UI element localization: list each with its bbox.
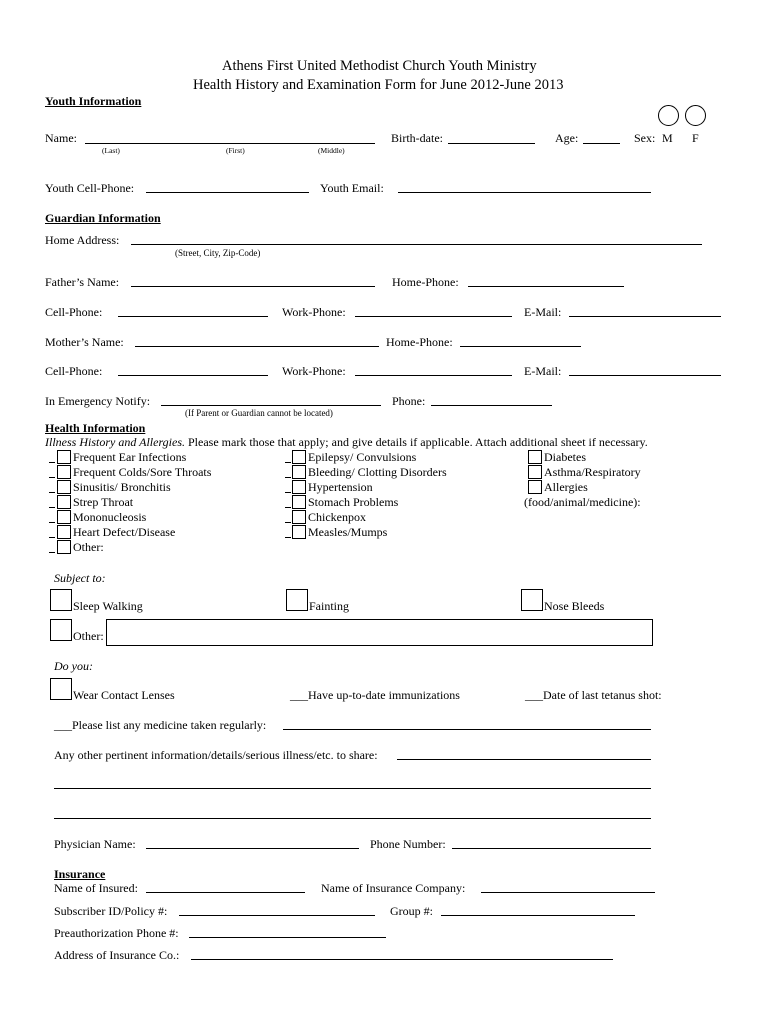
- age-field[interactable]: [583, 143, 620, 144]
- insurance-company-field[interactable]: [481, 892, 655, 893]
- emergency-hint: (If Parent or Guardian cannot be located): [185, 408, 333, 418]
- form-title-line1: Athens First United Methodist Church Youth Ministry: [222, 58, 537, 74]
- sex-m-label: M: [662, 131, 673, 145]
- age-label: Age:: [555, 131, 579, 145]
- illness-ear-infections: Frequent Ear Infections: [73, 450, 187, 464]
- illness-chickenpox: Chickenpox: [308, 510, 366, 524]
- father-email-label: E-Mail:: [524, 305, 562, 319]
- blank-mark: [49, 537, 55, 538]
- mother-cell-field[interactable]: [118, 375, 268, 376]
- illness-allergies: Allergies: [544, 480, 588, 494]
- illness-bleeding: Bleeding/ Clotting Disorders: [308, 465, 447, 479]
- blank-mark: [285, 507, 291, 508]
- health-section-title: Health Information: [45, 421, 146, 435]
- blank-mark: [49, 462, 55, 463]
- form-title-line2: Health History and Examination Form for June 2012-June 2013: [193, 77, 564, 93]
- middle-hint: (Middle): [318, 146, 345, 155]
- blank-mark: [285, 492, 291, 493]
- subject-to-heading: Subject to:: [54, 571, 106, 585]
- checkbox-stomach[interactable]: [292, 495, 306, 509]
- name-field[interactable]: [85, 143, 375, 144]
- illness-heart-defect: Heart Defect/Disease: [73, 525, 176, 539]
- illness-epilepsy: Epilepsy/ Convulsions: [308, 450, 417, 464]
- sex-m-circle[interactable]: [658, 105, 679, 126]
- checkbox-nose-bleeds[interactable]: [521, 589, 543, 611]
- checkbox-sleep-walking[interactable]: [50, 589, 72, 611]
- mother-name-label: Mother’s Name:: [45, 335, 124, 349]
- emergency-phone-label: Phone:: [392, 394, 426, 408]
- other-subject-label: Other:: [73, 629, 104, 643]
- checkbox-diabetes[interactable]: [528, 450, 542, 464]
- other-subject-field[interactable]: [106, 619, 653, 646]
- immunizations-label: ___Have up-to-date immunizations: [290, 688, 460, 702]
- illness-measles: Measles/Mumps: [308, 525, 388, 539]
- sex-f-circle[interactable]: [685, 105, 706, 126]
- checkbox-strep-throat[interactable]: [57, 495, 71, 509]
- checkbox-other-illness[interactable]: [57, 540, 71, 554]
- preauth-label: Preauthorization Phone #:: [54, 926, 179, 940]
- blank-mark: [49, 552, 55, 553]
- nose-bleeds-label: Nose Bleeds: [544, 599, 605, 613]
- father-home-phone-field[interactable]: [468, 286, 624, 287]
- youth-email-label: Youth Email:: [320, 181, 384, 195]
- illness-stomach: Stomach Problems: [308, 495, 399, 509]
- fainting-label: Fainting: [309, 599, 350, 613]
- checkbox-contact-lenses[interactable]: [50, 678, 72, 700]
- physician-field[interactable]: [146, 848, 359, 849]
- youth-cell-label: Youth Cell-Phone:: [45, 181, 135, 195]
- do-you-heading: Do you:: [54, 659, 93, 673]
- checkbox-other-subject[interactable]: [50, 619, 72, 641]
- illness-diabetes: Diabetes: [544, 450, 586, 464]
- blank-mark: [49, 492, 55, 493]
- father-email-field[interactable]: [569, 316, 721, 317]
- name-label: Name:: [45, 131, 77, 145]
- medicine-field[interactable]: [283, 729, 651, 730]
- home-address-hint: (Street, City, Zip-Code): [175, 248, 261, 258]
- illness-hypertension: Hypertension: [308, 480, 373, 494]
- insurance-address-field[interactable]: [191, 959, 613, 960]
- physician-phone-label: Phone Number:: [370, 837, 446, 851]
- subscriber-label: Subscriber ID/Policy #:: [54, 904, 168, 918]
- mother-home-phone-field[interactable]: [460, 346, 581, 347]
- physician-label: Physician Name:: [54, 837, 136, 851]
- checkbox-allergies[interactable]: [528, 480, 542, 494]
- illness-sinusitis: Sinusitis/ Bronchitis: [73, 480, 171, 494]
- health-instructions: [45, 435, 648, 450]
- insured-name-field[interactable]: [146, 892, 305, 893]
- checkbox-bleeding[interactable]: [292, 465, 306, 479]
- illness-strep-throat: Strep Throat: [73, 495, 134, 509]
- father-work-label: Work-Phone:: [282, 305, 346, 319]
- insured-name-label: Name of Insured:: [54, 881, 138, 895]
- checkbox-mononucleosis[interactable]: [57, 510, 71, 524]
- father-home-phone-label: Home-Phone:: [392, 275, 459, 289]
- illness-colds-throats: Frequent Colds/Sore Throats: [73, 465, 212, 479]
- youth-section-title: Youth Information: [45, 94, 142, 108]
- blank-mark: [49, 477, 55, 478]
- checkbox-fainting[interactable]: [286, 589, 308, 611]
- home-address-field[interactable]: [131, 244, 702, 245]
- youth-email-field[interactable]: [398, 192, 651, 193]
- insurance-address-label: Address of Insurance Co.:: [54, 948, 180, 962]
- blank-mark: [285, 522, 291, 523]
- pertinent-label: Any other pertinent information/details/serious illness/etc. to share:: [54, 748, 378, 762]
- mother-name-field[interactable]: [135, 346, 379, 347]
- emergency-field[interactable]: [161, 405, 381, 406]
- emergency-phone-field[interactable]: [431, 405, 552, 406]
- tetanus-label: ___Date of last tetanus shot:: [525, 688, 662, 702]
- pertinent-field-3[interactable]: [54, 818, 651, 819]
- health-instructions-italic: Illness History and Allergies.: [45, 435, 185, 449]
- checkbox-heart-defect[interactable]: [57, 525, 71, 539]
- mother-work-label: Work-Phone:: [282, 364, 346, 378]
- sex-label: Sex:: [634, 131, 656, 145]
- blank-mark: [285, 477, 291, 478]
- subscriber-field[interactable]: [179, 915, 375, 916]
- last-hint: (Last): [102, 146, 120, 155]
- contact-lenses-label: Wear Contact Lenses: [73, 688, 175, 702]
- medicine-label: ___Please list any medicine taken regularly:: [54, 718, 267, 732]
- checkbox-epilepsy[interactable]: [292, 450, 306, 464]
- sex-f-label: F: [692, 131, 699, 145]
- father-name-label: Father’s Name:: [45, 275, 120, 289]
- emergency-label: In Emergency Notify:: [45, 394, 151, 408]
- home-address-label: Home Address:: [45, 233, 120, 247]
- pertinent-field-2[interactable]: [54, 788, 651, 789]
- checkbox-ear-infections[interactable]: [57, 450, 71, 464]
- blank-mark: [49, 507, 55, 508]
- mother-email-field[interactable]: [569, 375, 721, 376]
- allergies-note: (food/animal/medicine):: [524, 495, 641, 509]
- checkbox-chickenpox[interactable]: [292, 510, 306, 524]
- father-work-field[interactable]: [355, 316, 512, 317]
- checkbox-hypertension[interactable]: [292, 480, 306, 494]
- checkbox-measles[interactable]: [292, 525, 306, 539]
- sleep-walking-label: Sleep Walking: [73, 599, 143, 613]
- insurance-section-title: Insurance: [54, 867, 106, 881]
- mother-email-label: E-Mail:: [524, 364, 562, 378]
- illness-asthma: Asthma/Respiratory: [544, 465, 641, 479]
- birthdate-field[interactable]: [448, 143, 535, 144]
- father-cell-field[interactable]: [118, 316, 268, 317]
- group-label: Group #:: [390, 904, 433, 918]
- mother-cell-label: Cell-Phone:: [45, 364, 103, 378]
- illness-mononucleosis: Mononucleosis: [73, 510, 147, 524]
- group-field[interactable]: [441, 915, 635, 916]
- health-instructions-rest: Please mark those that apply; and give details if applicable. Attach additional sheet if necessary.: [185, 435, 648, 449]
- blank-mark: [49, 522, 55, 523]
- illness-other: Other:: [73, 540, 104, 554]
- pertinent-field-1[interactable]: [397, 759, 651, 760]
- birthdate-label: Birth-date:: [391, 131, 443, 145]
- father-cell-label: Cell-Phone:: [45, 305, 103, 319]
- blank-mark: [285, 537, 291, 538]
- preauth-field[interactable]: [189, 937, 386, 938]
- checkbox-asthma[interactable]: [528, 465, 542, 479]
- checkbox-sinusitis[interactable]: [57, 480, 71, 494]
- blank-mark: [285, 462, 291, 463]
- guardian-section-title: Guardian Information: [45, 211, 161, 225]
- youth-cell-field[interactable]: [146, 192, 309, 193]
- insurance-company-label: Name of Insurance Company:: [321, 881, 466, 895]
- first-hint: (First): [226, 146, 245, 155]
- physician-phone-field[interactable]: [452, 848, 651, 849]
- mother-work-field[interactable]: [355, 375, 512, 376]
- father-name-field[interactable]: [131, 286, 375, 287]
- mother-home-phone-label: Home-Phone:: [386, 335, 453, 349]
- checkbox-colds-throats[interactable]: [57, 465, 71, 479]
